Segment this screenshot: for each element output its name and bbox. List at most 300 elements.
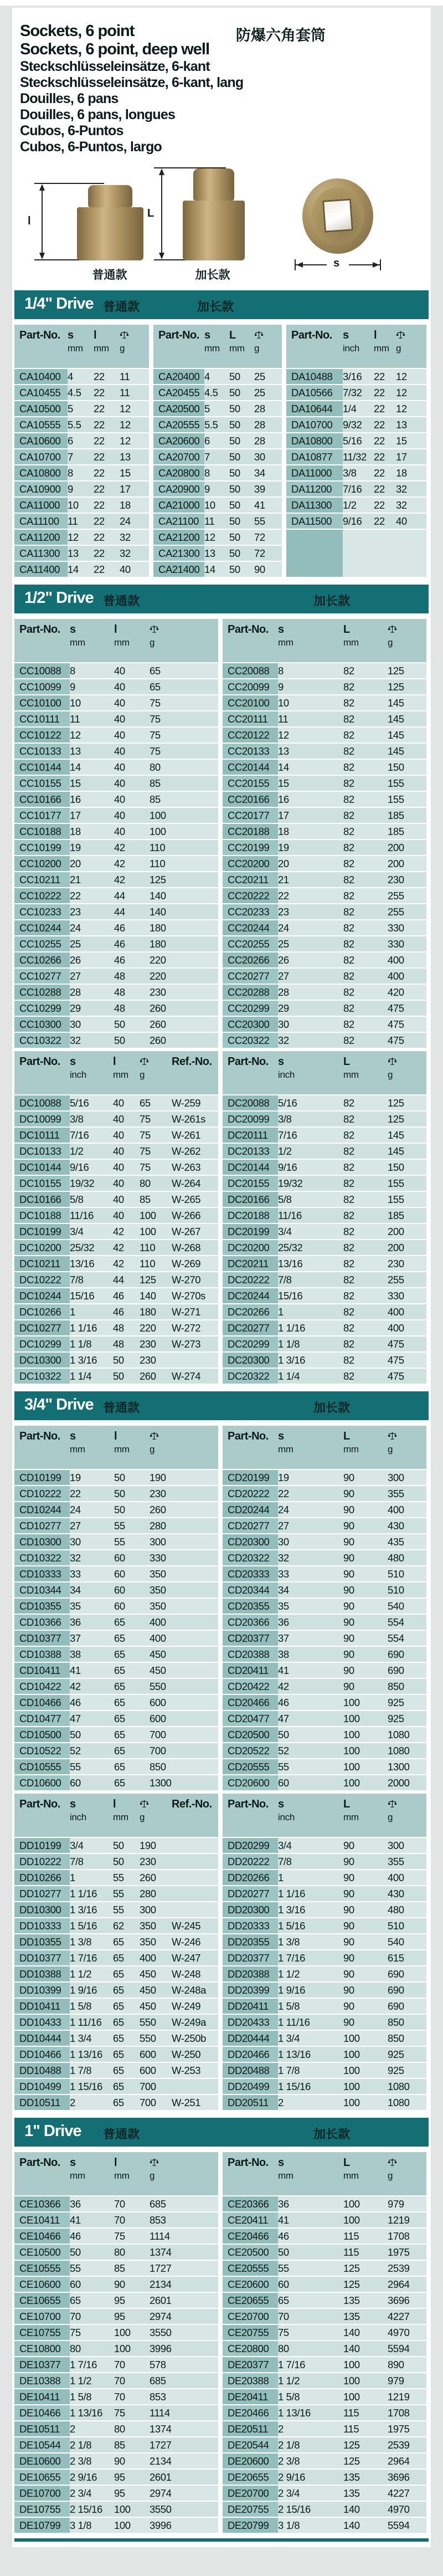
value-cell: 550	[150, 1679, 184, 1694]
value-cell: 80	[150, 760, 184, 775]
value-cell: 90	[343, 1950, 388, 1965]
column-label: Part-No.	[19, 1430, 60, 1442]
value-cell: 475	[388, 1336, 422, 1351]
part-no-cell: CD10555	[14, 1759, 70, 1774]
value-cell: 5.5	[68, 417, 94, 432]
part-no-cell: CC10211	[14, 872, 70, 887]
part-no-cell: CA11000	[14, 498, 68, 513]
value-cell: 82	[343, 1208, 388, 1223]
value-cell: 33	[70, 1566, 114, 1581]
value-cell: 5/16	[278, 1095, 343, 1110]
value-cell: 50	[114, 1033, 150, 1048]
filler-cell	[215, 2079, 218, 2094]
value-cell: 19	[70, 1470, 114, 1485]
filler-cell	[184, 1727, 218, 1742]
value-cell: 700	[150, 1743, 184, 1758]
value-cell: 1/4	[343, 401, 374, 416]
value-cell: 22	[374, 417, 396, 432]
value-cell: 1/2	[343, 498, 374, 513]
filler-cell	[422, 1566, 426, 1581]
filler-cell	[215, 1870, 218, 1885]
value-cell: 255	[388, 1272, 422, 1287]
filler-cell	[215, 1966, 218, 1981]
column-header	[14, 325, 68, 368]
part-no-cell: DC20155	[223, 1176, 278, 1191]
filler-cell	[422, 2229, 426, 2244]
part-no-cell: DD10499	[14, 2079, 70, 2094]
column-unit: mm	[113, 1069, 128, 1080]
filler-cell	[422, 1017, 426, 1032]
value-cell: 1 3/8	[278, 1934, 343, 1949]
part-no-cell: CD10277	[14, 1518, 70, 1533]
value-cell: 12	[396, 401, 420, 416]
column-header	[388, 619, 422, 662]
filler-cell	[422, 2079, 426, 2094]
column-unit: mm	[114, 1444, 130, 1455]
table-row	[223, 711, 426, 726]
value-cell: 60	[70, 2277, 114, 2292]
table-row	[223, 1999, 426, 2014]
table-row	[14, 1631, 218, 1646]
part-no-cell: DC20211	[223, 1256, 278, 1271]
column-unit: inch	[70, 1812, 86, 1822]
table-row	[14, 1918, 218, 1933]
table-row	[14, 514, 149, 529]
value-cell: 1 3/4	[70, 2031, 113, 2046]
filler-cell	[422, 2325, 426, 2340]
value-cell: 550	[140, 2031, 172, 2046]
column-header	[140, 1051, 172, 1094]
value-cell: 22	[94, 385, 120, 400]
value-cell: 450	[150, 1663, 184, 1678]
value-cell: 60	[114, 1550, 150, 1565]
part-no-cell: CC20099	[223, 679, 278, 694]
filler-cell	[422, 2095, 426, 2110]
value-cell: 14	[204, 562, 229, 577]
filler-cell	[422, 792, 426, 807]
value-cell: 29	[70, 1001, 114, 1016]
value-cell: 36	[278, 1615, 343, 1630]
filler-cell	[420, 417, 426, 432]
value-cell: 82	[343, 776, 388, 791]
value-cell: 280	[150, 1518, 184, 1533]
value-cell: 1708	[388, 2229, 422, 2244]
value-cell	[374, 530, 396, 577]
scale-icon	[150, 1430, 184, 1442]
table-row	[14, 562, 149, 577]
value-cell: 850	[150, 1759, 184, 1774]
part-no-cell: DD10433	[14, 2015, 70, 2030]
filler-cell	[184, 1502, 218, 1517]
part-no-cell: DC10099	[14, 1112, 70, 1126]
value-cell: 1080	[388, 1727, 422, 1742]
value-cell: 50	[70, 2245, 114, 2260]
filler-cell	[143, 514, 149, 529]
value-cell: 16	[278, 792, 343, 807]
value-cell: 82	[343, 1192, 388, 1207]
value-cell: 75	[140, 1160, 172, 1175]
value-cell: 3996	[150, 2518, 184, 2533]
value-cell: 41	[254, 498, 276, 513]
table-row	[14, 1727, 218, 1742]
table-row	[223, 1870, 426, 1885]
filler-cell	[422, 1999, 426, 2014]
table-row	[223, 1918, 426, 1933]
filler-cell	[184, 1663, 218, 1678]
value-cell: 90	[343, 1599, 388, 1614]
column-header	[278, 619, 343, 662]
part-no-cell: DE20600	[223, 2454, 278, 2469]
table-row	[14, 1615, 218, 1630]
table-row	[14, 1304, 218, 1319]
column-label: s	[70, 1056, 76, 1068]
value-cell: 260	[150, 1001, 184, 1016]
value-cell: 979	[388, 2373, 422, 2388]
value-cell: 90	[343, 1470, 388, 1485]
value-cell: 40	[113, 1128, 140, 1143]
column-header	[396, 325, 420, 368]
variant-label-normal: 普通款	[103, 2127, 140, 2141]
value-cell: 82	[343, 808, 388, 823]
column-header	[153, 325, 204, 368]
parts-table-half-metric-normal	[14, 619, 218, 1048]
value-cell: 19	[278, 840, 343, 855]
column-unit: mm	[343, 1812, 359, 1822]
filler-cell	[422, 1272, 426, 1287]
filler-cell	[420, 498, 426, 513]
value-cell: 50	[278, 2245, 343, 2260]
value-cell: 16	[70, 792, 114, 807]
value-cell: 44	[114, 888, 150, 903]
filler-cell	[422, 1336, 426, 1351]
value-cell: 1 3/16	[70, 1902, 113, 1917]
value-cell: 25	[254, 369, 276, 384]
filler-cell	[184, 808, 218, 823]
table-row	[14, 1192, 218, 1207]
socket-normal-body	[77, 207, 143, 260]
table-row	[223, 985, 426, 1000]
value-cell: 230	[388, 1256, 422, 1271]
value-cell: 55	[113, 1886, 140, 1901]
filler-cell	[276, 401, 282, 416]
value-cell: 50	[229, 465, 254, 480]
filler-cell	[184, 985, 218, 1000]
value-cell: 925	[388, 2047, 422, 2062]
value-cell: 260	[140, 1870, 172, 1885]
value-cell: 200	[388, 856, 422, 871]
table-row	[223, 695, 426, 710]
value-cell: 30	[70, 1017, 114, 1032]
value-cell: 22	[374, 401, 396, 416]
part-no-cell: DC10199	[14, 1224, 70, 1239]
value-cell: 150	[388, 1160, 422, 1175]
value-cell: 600	[150, 1711, 184, 1726]
part-no-cell: CC10266	[14, 952, 70, 967]
table-row	[286, 498, 426, 513]
table-row	[223, 2405, 426, 2420]
table-row	[14, 2213, 218, 2227]
value-cell: 1 3/8	[70, 1934, 113, 1949]
filler-cell	[420, 449, 426, 464]
table-row	[14, 2229, 218, 2244]
part-no-cell: CC10122	[14, 728, 70, 742]
part-no-cell: DC20199	[223, 1224, 278, 1239]
table-row	[14, 2373, 218, 2388]
table-row	[286, 530, 426, 577]
table-row	[14, 433, 149, 448]
column-label: l	[113, 1056, 116, 1068]
value-cell: 65	[114, 1759, 150, 1774]
value-cell: 28	[254, 417, 276, 432]
part-no-cell: CD20300	[223, 1534, 278, 1549]
part-no-cell: CC20177	[223, 808, 278, 823]
column-unit: g	[150, 2170, 155, 2181]
filler-cell	[422, 1599, 426, 1614]
table-row	[223, 1711, 426, 1726]
filler-cell	[184, 969, 218, 984]
value-cell: 17	[396, 449, 420, 464]
value-cell: 115	[343, 2421, 388, 2436]
value-cell: 2974	[150, 2486, 184, 2501]
filler-cell	[422, 888, 426, 903]
table-row	[223, 2437, 426, 2452]
value-cell: 65	[278, 2293, 343, 2308]
filler-cell	[422, 1001, 426, 1016]
value-cell: 200	[388, 840, 422, 855]
value-cell: 82	[343, 1224, 388, 1239]
column-label: L	[343, 2157, 350, 2169]
column-header	[204, 325, 229, 368]
value-cell: 46	[70, 1695, 114, 1710]
table-header	[14, 325, 149, 368]
table-row	[223, 2486, 426, 2501]
column-label: s	[278, 1798, 284, 1810]
column-label: Part-No.	[19, 1798, 60, 1810]
value-cell: 400	[388, 969, 422, 984]
table-header	[286, 325, 426, 368]
part-no-cell: CE10366	[14, 2196, 70, 2211]
value-cell: 615	[388, 1950, 422, 1965]
filler-cell	[276, 385, 282, 400]
filler-cell	[422, 2373, 426, 2388]
filler-cell	[184, 1599, 218, 1614]
value-cell: 2000	[388, 1775, 422, 1790]
filler-cell	[184, 2325, 218, 2340]
table-row	[223, 920, 426, 935]
value-cell: 90	[343, 1502, 388, 1517]
value-cell: 330	[388, 936, 422, 951]
value-cell: 4227	[388, 2486, 422, 2501]
value-cell: 853	[150, 2213, 184, 2227]
part-no-cell: DD20277	[223, 1886, 278, 1901]
column-header	[70, 1794, 113, 1837]
value-cell: 50	[229, 482, 254, 496]
filler-cell	[422, 1486, 426, 1501]
column-unit: inch	[278, 1069, 295, 1080]
scale-icon	[150, 2157, 184, 2169]
value-cell: 22	[94, 530, 120, 545]
filler-cell	[143, 449, 149, 464]
section-bar-one-drive	[14, 2118, 429, 2147]
part-no-cell: CD10388	[14, 1647, 70, 1662]
filler-cell	[184, 760, 218, 775]
value-cell: 15/16	[278, 1288, 343, 1303]
part-no-cell: DE10655	[14, 2470, 70, 2485]
value-cell: 70	[70, 2309, 114, 2324]
value-cell: 65	[113, 1950, 140, 1965]
value-cell: 40	[114, 792, 150, 807]
table-row	[14, 1550, 218, 1565]
filler-cell	[422, 1033, 426, 1048]
table-header	[223, 1426, 426, 1469]
table-row	[14, 2421, 218, 2436]
part-no-cell: DA10566	[286, 385, 343, 400]
value-cell: 2974	[150, 2309, 184, 2324]
value-cell: 20	[278, 856, 343, 871]
scale-icon	[254, 329, 276, 341]
filler-cell	[422, 1160, 426, 1175]
value-cell: 90	[343, 1486, 388, 1501]
column-label: s	[70, 1798, 76, 1810]
table-row	[14, 2261, 218, 2276]
value-cell: 1 9/16	[70, 1983, 113, 1998]
part-no-cell: DC10299	[14, 1336, 70, 1351]
table-row	[223, 679, 426, 694]
table-row	[223, 1566, 426, 1581]
filler-cell	[215, 1112, 218, 1126]
value-cell: 65	[114, 1727, 150, 1742]
section-title: 1/2" Drive	[24, 589, 94, 607]
variant-label-long: 加长款	[197, 300, 234, 314]
table-header	[223, 619, 426, 662]
table-row	[223, 1631, 426, 1646]
column-header	[172, 1051, 215, 1094]
filler-cell	[184, 920, 218, 935]
filler-cell	[215, 1320, 218, 1335]
value-cell: 65	[113, 1983, 140, 1998]
value-cell: 22	[374, 369, 396, 384]
table-row	[153, 449, 282, 464]
table-row	[223, 663, 426, 678]
value-cell: 13	[278, 744, 343, 759]
filler-cell	[184, 2213, 218, 2227]
value-cell: 82	[343, 744, 388, 759]
table-row	[14, 1902, 218, 1917]
value-cell: W-259	[172, 1095, 215, 1110]
value-cell: 11	[68, 514, 94, 529]
part-no-cell: CE10700	[14, 2309, 70, 2324]
value-cell: 65	[114, 1615, 150, 1630]
part-no-cell: CC10133	[14, 744, 70, 759]
value-cell: 21	[70, 872, 114, 887]
socket-end-view-photo	[302, 178, 373, 254]
value-cell: 50	[114, 1502, 150, 1517]
table-row	[223, 1336, 426, 1351]
table-row	[14, 417, 149, 432]
table-row	[14, 744, 218, 759]
half-drive-inch-tables	[14, 1051, 429, 1384]
part-no-cell: CA10600	[14, 433, 68, 448]
value-cell: 853	[150, 2389, 184, 2404]
value-cell: 50	[229, 385, 254, 400]
column-label: Part-No.	[19, 329, 60, 341]
value-cell: 1 1/16	[278, 1886, 343, 1901]
value-cell: 155	[388, 776, 422, 791]
table-row	[223, 2325, 426, 2340]
value-cell: 52	[70, 1743, 114, 1758]
quarter-drive-tables	[14, 325, 429, 577]
value-cell: 22	[70, 888, 114, 903]
filler-cell	[184, 1711, 218, 1726]
table-row	[223, 2341, 426, 2356]
part-no-cell: CD20466	[223, 1695, 278, 1710]
value-cell: 55	[278, 2261, 343, 2276]
value-cell: 50	[113, 1353, 140, 1368]
column-label: Part-No.	[158, 329, 199, 341]
value-cell: 30	[254, 449, 276, 464]
table-row	[223, 2079, 426, 2094]
value-cell: 7/8	[70, 1854, 113, 1869]
variant-label-long: 加长款	[313, 594, 351, 608]
filler-cell	[422, 1631, 426, 1646]
value-cell: 72	[254, 546, 276, 561]
part-no-cell: CC20277	[223, 969, 278, 984]
column-label: s	[278, 1056, 284, 1068]
value-cell: 6	[204, 433, 229, 448]
part-no-cell: CC20133	[223, 744, 278, 759]
value-cell: 125	[388, 1095, 422, 1110]
value-cell: 23	[70, 904, 114, 919]
value-cell: 510	[388, 1918, 422, 1933]
value-cell: 82	[343, 1033, 388, 1048]
value-cell: 690	[388, 1999, 422, 2014]
value-cell: 65	[114, 1663, 150, 1678]
value-cell: 145	[388, 728, 422, 742]
filler-cell	[215, 1336, 218, 1351]
table-row	[153, 498, 282, 513]
value-cell: 435	[388, 1534, 422, 1549]
value-cell: 3 1/8	[278, 2518, 343, 2533]
part-no-cell: DD20466	[223, 2047, 278, 2062]
column-header	[70, 2152, 114, 2195]
table-row	[153, 482, 282, 496]
value-cell: 600	[140, 2047, 172, 2062]
part-no-cell: DC20133	[223, 1144, 278, 1159]
value-cell: 3696	[388, 2470, 422, 2485]
part-no-cell: CE20800	[223, 2341, 278, 2356]
parts-table-quarter-normal	[14, 325, 149, 577]
column-label: Part-No.	[19, 1056, 60, 1068]
value-cell: 400	[388, 1304, 422, 1319]
column-unit: inch	[278, 1812, 295, 1822]
value-cell: 50	[229, 433, 254, 448]
value-cell: 25	[278, 936, 343, 951]
filler-cell	[422, 1727, 426, 1742]
filler-cell	[184, 679, 218, 694]
variant-label-normal: 普通款	[103, 300, 140, 314]
filler-cell	[422, 2015, 426, 2030]
subtitle-de-2: Steckschlüsseleinsätze, 6-kant, lang	[20, 75, 244, 90]
part-no-cell: DC20322	[223, 1369, 278, 1384]
value-cell: 180	[150, 936, 184, 951]
column-header	[120, 325, 143, 368]
filler-cell	[184, 840, 218, 855]
value-cell: 40	[113, 1208, 140, 1223]
part-no-cell: CA20800	[153, 465, 204, 480]
part-no-cell: CD10466	[14, 1695, 70, 1710]
column-unit: g	[388, 2170, 393, 2181]
value-cell: 260	[150, 1033, 184, 1048]
